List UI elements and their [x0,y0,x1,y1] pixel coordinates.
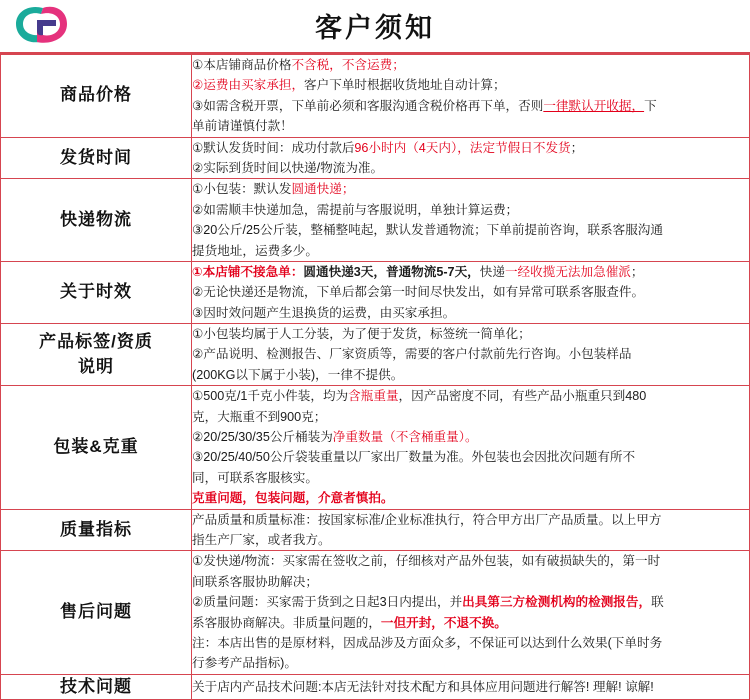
content-line [192,510,749,530]
content-text: ②实际到货时间以快递/物流为准。 [192,160,384,175]
content-text: 指生产厂家，或者我方。 [192,532,331,547]
content-line [192,55,749,75]
table-row [1,261,750,323]
content-line [192,488,749,508]
content-text: 客户下单时根据收货地址自动计算； [304,78,506,93]
table-row [1,137,750,179]
row-label-line: 说明 [78,356,114,376]
content-text: 一律默认开收据， [543,98,645,113]
content-text: 出具第三方检测机构的检测报告， [462,595,652,610]
content-text: ① [192,264,203,279]
content-text: 一经收揽无法加急催派 [504,264,631,279]
page-title: 客户须知 [315,13,435,43]
content-text: ③20公斤/25公斤装，整桶整吨起，默认发普通物流；下单前提前咨询，联系客服沟通 [192,223,663,238]
content-line [192,220,749,240]
notice-table-body [1,55,750,700]
content-line [192,592,749,612]
row-content [192,674,750,700]
content-line [192,386,749,406]
content-text: ，因产品密度不同，有些产品小瓶重只到480 [398,389,647,404]
row-label-line: 商品价格 [60,85,132,105]
row-content [192,324,750,386]
row-label [1,179,192,262]
row-label-line: 产品标签/资质 [39,332,153,352]
content-text: ③如需含税开票，下单前必须和客服沟通含税价格再下单，否则 [192,98,544,113]
content-text: ； [570,140,584,155]
table-row [1,55,750,138]
content-text: ②20/25/30/35公斤桶装为 [192,430,333,445]
row-label-line: 售后问题 [60,602,132,622]
content-text: 单前请谨慎付款！ [192,119,293,134]
content-text: 联 [651,595,664,610]
content-text: ； [630,264,644,279]
row-label [1,137,192,179]
table-row [1,674,750,700]
content-line [192,200,749,220]
content-text: ②产品说明、检测报告、厂家资质等，需要的客户付款前先行咨询。小包装样品 [192,347,632,362]
content-text: ①本店铺商品价格 [192,58,292,72]
content-text: ③20/25/40/50公斤袋装重量以厂家出厂数量为准。外包装也会因批次问题有所不 [192,450,636,465]
row-label-line: 关于时效 [60,282,132,302]
content-line [192,551,749,571]
content-text: 下 [644,98,657,113]
row-label [1,55,192,138]
content-line [192,468,749,488]
content-text: 克，大瓶重不到900克； [192,409,327,424]
row-label-line: 快递物流 [60,209,132,229]
content-text: 含瓶重量 [348,389,399,404]
notice-table [0,54,750,700]
content-line [192,116,749,136]
row-label [1,674,192,700]
content-text: 产品质量和质量标准：按国家标准/企业标准执行，符合甲方出厂产品质量。以上甲方 [192,512,662,527]
content-line [192,613,749,633]
content-text: ①500克/1千克小件装，均为 [192,389,349,404]
content-line [192,241,749,261]
row-content [192,179,750,262]
content-text: 圆通快递3天，普通物流5-7天， [303,264,480,279]
content-line [192,138,749,158]
content-line [192,407,749,427]
content-line [192,303,749,323]
content-text: ②质量问题：买家需于货到之日起3日内提出，并 [192,595,463,610]
table-row [1,386,750,509]
row-label [1,324,192,386]
content-text: 一但开封，不退不换。 [380,615,507,630]
row-content [192,261,750,323]
content-text: (200KG以下属于小装)，一律不提供。 [192,367,404,382]
content-line [192,96,749,116]
content-line [192,633,749,653]
content-text: 克重问题，包装问题，介意者慎拍。 [192,491,394,506]
table-row [1,324,750,386]
table-row [1,179,750,262]
content-text: 本店铺不接急单： [202,264,304,279]
row-label-line: 质量指标 [60,519,132,539]
content-line [192,75,749,95]
row-label [1,509,192,551]
content-text: 注：本店出售的是原材料，因成品涉及方面众多，不保证可以达到什么效果(下单时务 [192,635,663,650]
row-content [192,509,750,551]
content-text: 96小时内（4天内），法定节假日不发货 [354,140,571,155]
content-line [192,653,749,673]
row-label [1,386,192,509]
content-text: ③因时效问题产生退换货的运费，由买家承担。 [192,305,456,320]
content-text: 快递 [479,264,505,279]
content-line [192,158,749,178]
content-text: ①默认发货时间：成功付款后 [192,140,355,155]
content-line [192,344,749,364]
content-line [192,447,749,467]
row-label-line: 包装&克重 [53,437,139,457]
page-header [0,0,750,54]
content-text: 间联系客服协助解决； [192,574,318,589]
content-text: ①发快递/物流：买家需在签收之前，仔细核对产品外包装，如有破损缺失的，第一时 [192,554,661,569]
content-line [192,572,749,592]
row-content [192,137,750,179]
content-line [192,365,749,385]
row-label [1,551,192,674]
row-label-line: 发货时间 [60,147,132,167]
content-text: ②如需顺丰快递加急，需提前与客服说明，单独计算运费； [192,202,519,217]
row-content [192,386,750,509]
content-line [192,282,749,302]
content-text: 关于店内产品技术问题:本店无法针对技术配方和具体应用问题进行解答! 理解! 谅解! [192,679,654,694]
content-line [192,530,749,550]
content-text: 系客服协商解决。非质量问题的， [192,615,381,630]
content-text: ①小包装均属于人工分装，为了便于发货，标签统一简单化； [192,327,531,342]
content-text: ②无论快递还是物流，下单后都会第一时间尽快发出，如有异常可联系客服查件。 [192,285,645,300]
content-line [192,427,749,447]
content-line [192,677,749,697]
content-text: 圆通快递； [291,182,355,197]
table-row [1,509,750,551]
content-line [192,324,749,344]
content-line [192,262,749,282]
row-content [192,55,750,138]
content-line [192,179,749,199]
row-label [1,261,192,323]
content-text: ② [192,78,204,93]
table-row [1,551,750,674]
content-text: 同，可联系客服核实。 [192,470,318,485]
content-text: 提货地址，运费多少。 [192,243,318,258]
content-text: 行参考产品指标)。 [192,656,297,671]
row-label-line: 技术问题 [60,676,132,696]
content-text: 运费由买家承担， [203,78,305,93]
row-content [192,551,750,674]
content-text: 净重数量（不含桶重量）。 [332,430,478,445]
content-text: 不含税，不含运费； [291,58,405,72]
content-text: ①小包装：默认发 [192,182,292,197]
